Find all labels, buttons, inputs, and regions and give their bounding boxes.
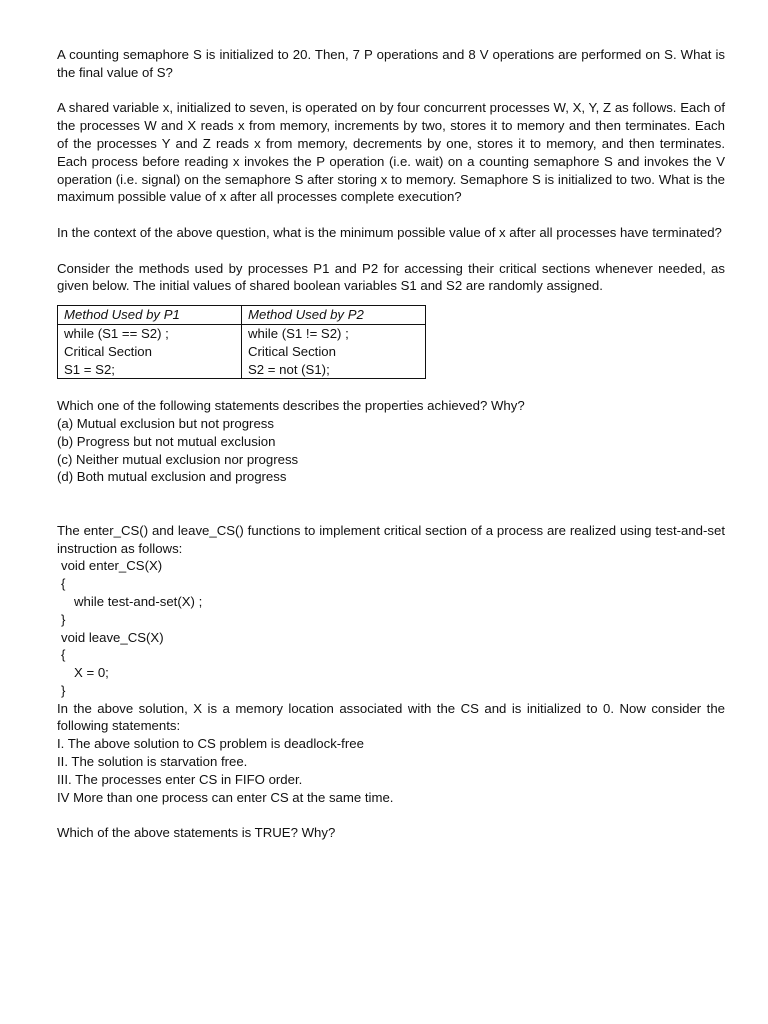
code-line-8: }	[61, 682, 66, 698]
question-5-question: Which of the above statements is TRUE? Why?	[57, 825, 336, 841]
methods-table	[57, 305, 426, 379]
document-page	[57, 46, 725, 842]
statement-1: I. The above solution to CS problem is deadlock-free	[57, 736, 364, 752]
code-line-4: }	[61, 611, 66, 627]
code-line-7: X = 0;	[74, 665, 109, 681]
statement-3: III. The processes enter CS in FIFO order.	[57, 771, 303, 787]
option-d: (d) Both mutual exclusion and progress	[57, 469, 287, 485]
p1-line-1: while (S1 == S2) ;	[64, 325, 169, 341]
question-2-text: A shared variable x, initialized to seven, is operated on by four concurrent processes W, X, Y, Z as follows. Each of the processes W and X reads x from memory, increments by two, stores it to memory and then terminates. Each of the processes Y and Z reads x from memory, decrements by one, stores it to memory, and then terminates. Each process before reading x invokes the P operation (i.e. wait) on a counting semaphore S and invokes the V operation (i.e. signal) on the semaphore S after storing x to memory. Semaphore S is initialized to two. What is the maximum possible value of x after all processes complete execution?	[57, 100, 725, 205]
code-line-2: {	[61, 576, 66, 592]
p1-line-3: S1 = S2;	[64, 361, 115, 377]
option-b: (b) Progress but not mutual exclusion	[57, 433, 276, 449]
option-c: (c) Neither mutual exclusion nor progress	[57, 451, 299, 467]
table-header-p1: Method Used by P1	[58, 306, 242, 325]
question-1-text: A counting semaphore S is initialized to 20. Then, 7 P operations and 8 V operations are performed on S. What is the final value of S?	[57, 47, 725, 80]
p2-line-1: while (S1 != S2) ;	[248, 325, 349, 341]
question-4-question: Which one of the following statements describes the properties achieved? Why?	[57, 398, 525, 414]
question-3-text: In the context of the above question, what is the minimum possible value of x after all processes have terminated?	[57, 224, 722, 240]
code-line-3: while test-and-set(X) ;	[74, 593, 203, 609]
p1-line-2: Critical Section	[64, 343, 152, 359]
question-5-after: In the above solution, X is a memory location associated with the CS and is initialized to 0. Now consider the following statements:	[57, 700, 725, 734]
question-4-intro: Consider the methods used by processes P1 and P2 for accessing their critical sections whenever needed, as given below. The initial values of shared boolean variables S1 and S2 are randomly assigned.	[57, 260, 725, 294]
code-line-5: void leave_CS(X)	[61, 629, 164, 645]
option-a: (a) Mutual exclusion but not progress	[57, 415, 274, 431]
p2-line-3: S2 = not (S1);	[248, 361, 330, 377]
table-header-p2: Method Used by P2	[242, 306, 426, 325]
code-line-6: {	[61, 647, 66, 663]
statement-4: IV More than one process can enter CS at the same time.	[57, 789, 394, 805]
methods-table-header-row	[58, 306, 426, 325]
table-cell-p1	[58, 324, 242, 378]
statement-2: II. The solution is starvation free.	[57, 754, 248, 770]
question-5-intro: The enter_CS() and leave_CS() functions to implement critical section of a process are realized using test-and-set instruction as follows:	[57, 522, 725, 556]
table-cell-p2	[242, 324, 426, 378]
methods-table-body-row	[58, 324, 426, 378]
code-line-1: void enter_CS(X)	[61, 558, 163, 574]
p2-line-2: Critical Section	[248, 343, 336, 359]
